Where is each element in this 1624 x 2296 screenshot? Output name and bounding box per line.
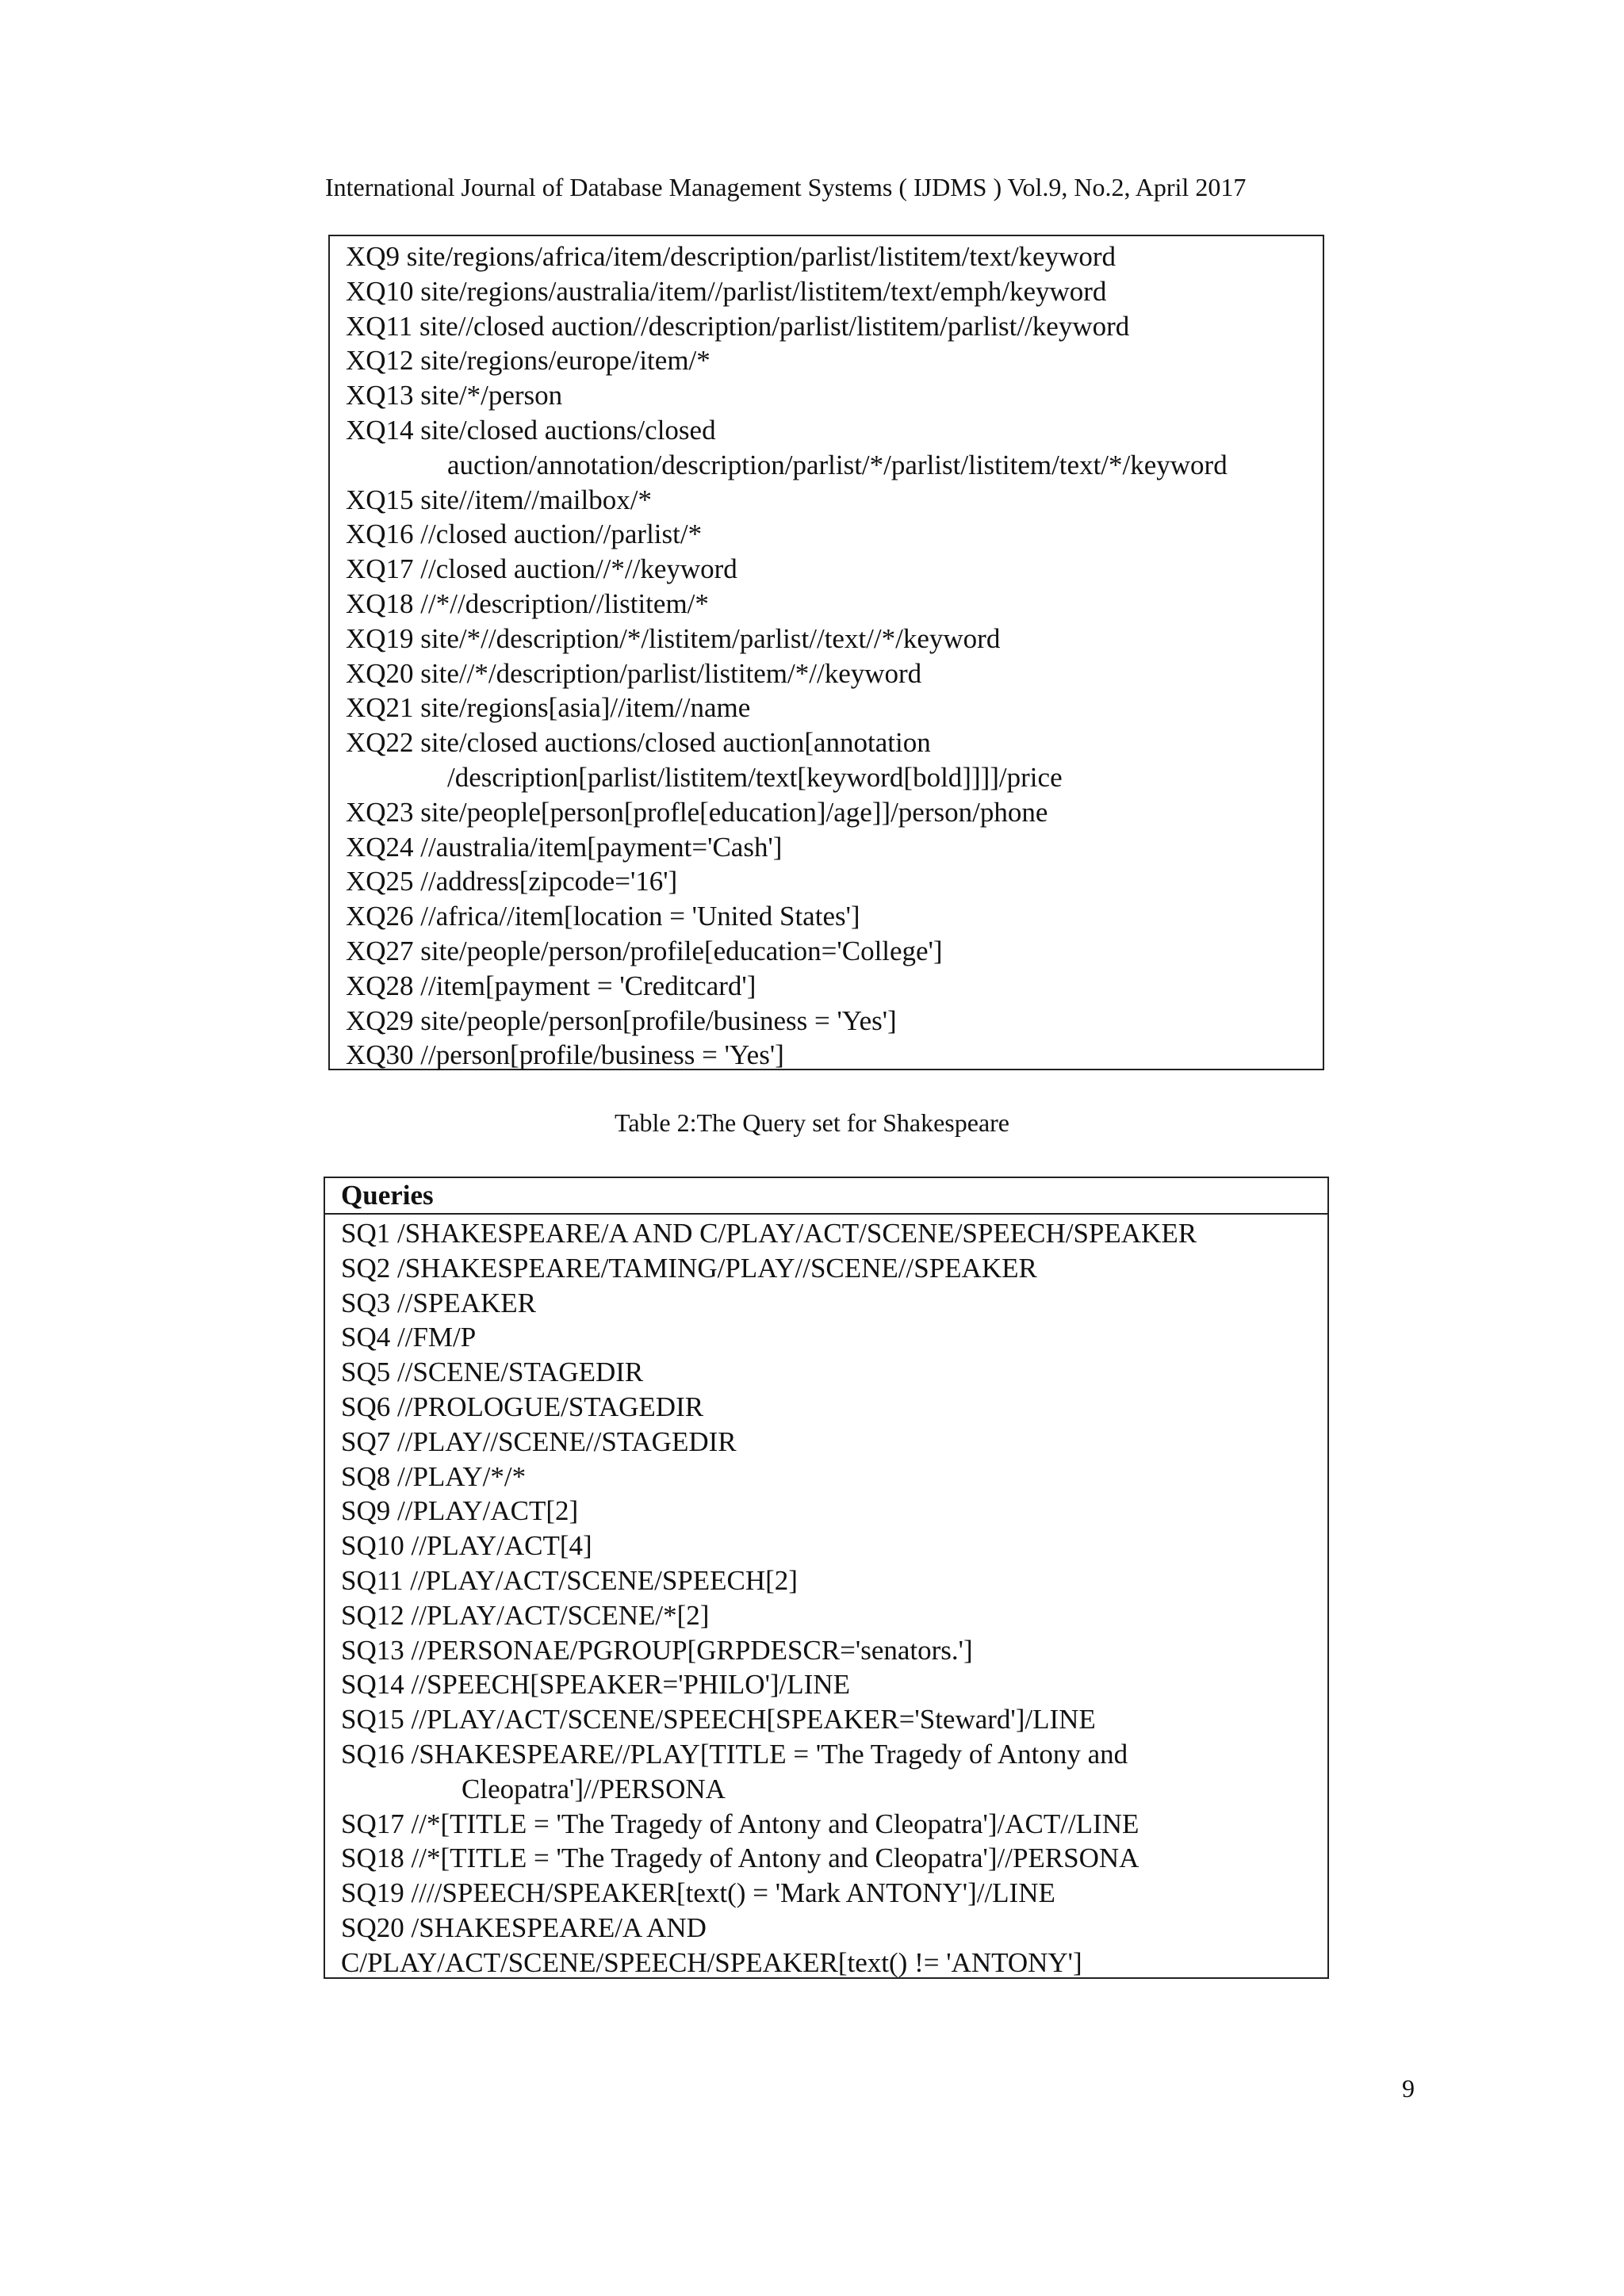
query-row: SQ4 //FM/P <box>341 1322 477 1353</box>
query-row: XQ21 site/regions[asia]//item//name <box>346 692 751 724</box>
query-row: C/PLAY/ACT/SCENE/SPEECH/SPEAKER[text() != 'ANTONY'] <box>341 1946 1082 1978</box>
query-row: SQ13 //PERSONAE/PGROUP[GRPDESCR='senators.'] <box>341 1634 973 1666</box>
query-row: XQ13 site/*/person <box>346 380 563 411</box>
running-header: International Journal of Database Management Systems ( IJDMS ) Vol.9, No.2, April 2017 <box>325 173 1247 201</box>
query-row: XQ28 //item[payment = 'Creditcard'] <box>346 970 756 1001</box>
query-row: SQ15 //PLAY/ACT/SCENE/SPEECH[SPEAKER='Steward']/LINE <box>341 1704 1096 1735</box>
query-row: SQ12 //PLAY/ACT/SCENE/*[2] <box>341 1599 710 1631</box>
query-row: XQ9 site/regions/africa/item/description/parlist/listitem/text/keyword <box>346 241 1116 272</box>
shakespeare-query-table <box>324 1177 1329 1979</box>
query-row: XQ25 //address[zipcode='16'] <box>346 866 678 897</box>
query-row: SQ18 //*[TITLE = 'The Tragedy of Antony and Cleopatra']//PERSONA <box>341 1843 1139 1874</box>
query-row: SQ19 ////SPEECH/SPEAKER[text() = 'Mark ANTONY']//LINE <box>341 1877 1055 1909</box>
query-row: XQ26 //africa//item[location = 'United States'] <box>346 901 860 932</box>
query-row: SQ17 //*[TITLE = 'The Tragedy of Antony and Cleopatra']/ACT//LINE <box>341 1808 1139 1839</box>
query-row: Cleopatra']//PERSONA <box>462 1773 726 1804</box>
query-row: SQ7 //PLAY//SCENE//STAGEDIR <box>341 1425 737 1457</box>
query-row: SQ16 /SHAKESPEARE//PLAY[TITLE = 'The Tragedy of Antony and <box>341 1738 1128 1770</box>
query-row: XQ11 site//closed auction//description/parlist/listitem/parlist//keyword <box>346 310 1130 342</box>
query-row: XQ15 site//item//mailbox/* <box>346 484 652 515</box>
query-row: XQ30 //person[profile/business = 'Yes'] <box>346 1039 784 1071</box>
query-row: SQ5 //SCENE/STAGEDIR <box>341 1357 644 1388</box>
page-number: 9 <box>1402 2074 1415 2103</box>
query-row: SQ1 /SHAKESPEARE/A AND C/PLAY/ACT/SCENE/SPEECH/SPEAKER <box>341 1218 1197 1249</box>
query-row: XQ24 //australia/item[payment='Cash'] <box>346 831 783 863</box>
query-row: XQ14 site/closed auctions/closed <box>346 414 716 446</box>
query-row: XQ12 site/regions/europe/item/* <box>346 345 710 377</box>
shakespeare-query-list <box>325 1215 1327 1980</box>
query-row: /description[parlist/listitem/text[keyword[bold]]]]/price <box>447 761 1063 793</box>
query-row: XQ27 site/people/person/profile[education='College'] <box>346 935 943 966</box>
query-row: SQ20 /SHAKESPEARE/A AND <box>341 1911 707 1943</box>
query-row: XQ18 //*//description//listitem/* <box>346 587 709 619</box>
query-row: SQ9 //PLAY/ACT[2] <box>341 1495 579 1527</box>
query-row: XQ29 site/people/person[profile/business = 'Yes'] <box>346 1004 897 1036</box>
query-row: XQ20 site//*/description/parlist/listitem/*//keyword <box>346 657 922 689</box>
query-row: XQ10 site/regions/australia/item//parlist/listitem/text/emph/keyword <box>346 275 1107 307</box>
query-row: SQ6 //PROLOGUE/STAGEDIR <box>341 1391 704 1422</box>
query-row: XQ23 site/people[person[profle[education]/age]]/person/phone <box>346 796 1048 828</box>
xmark-query-table <box>328 235 1324 1070</box>
table-caption: Table 2:The Query set for Shakespeare <box>615 1108 1009 1137</box>
query-row: auction/annotation/description/parlist/*/parlist/listitem/text/*/keyword <box>447 449 1228 480</box>
query-row: XQ19 site/*//description/*/listitem/parlist//text//*/keyword <box>346 622 1001 654</box>
query-row: SQ11 //PLAY/ACT/SCENE/SPEECH[2] <box>341 1564 798 1596</box>
query-row: SQ3 //SPEAKER <box>341 1287 537 1318</box>
query-row: SQ2 /SHAKESPEARE/TAMING/PLAY//SCENE//SPEAKER <box>341 1252 1037 1284</box>
query-row: SQ14 //SPEECH[SPEAKER='PHILO']/LINE <box>341 1669 850 1701</box>
table-header-queries: Queries <box>325 1178 1327 1215</box>
query-row: XQ22 site/closed auctions/closed auction[annotation <box>346 727 931 759</box>
query-row: XQ16 //closed auction//parlist/* <box>346 519 703 550</box>
query-row: XQ17 //closed auction//*//keyword <box>346 553 737 585</box>
query-row: SQ8 //PLAY/*/* <box>341 1460 527 1492</box>
query-row: SQ10 //PLAY/ACT[4] <box>341 1530 592 1562</box>
